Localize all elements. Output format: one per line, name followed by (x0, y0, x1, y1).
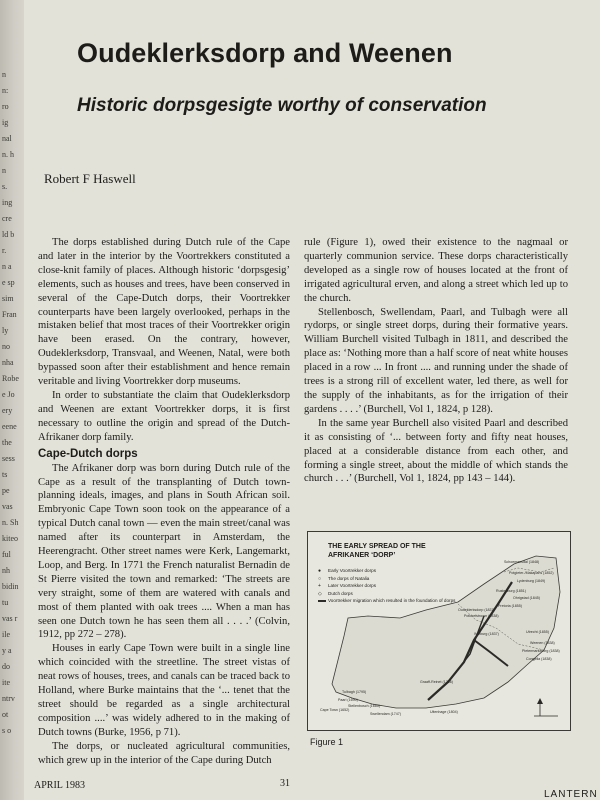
page-number: 31 (280, 778, 290, 789)
adjacent-page-text-fragment: vas r (2, 614, 18, 623)
figure-caption: Figure 1 (310, 737, 344, 747)
section-heading: Cape-Dutch dorps (38, 447, 138, 460)
adjacent-page-text-fragment: cre (2, 214, 12, 223)
adjacent-page-text-fragment: ot (2, 710, 9, 719)
map-place-label: Winburg (1837) (474, 632, 499, 636)
map-place-label: Lydenburg (1849) (517, 579, 546, 583)
paragraph: In order to substantiate the claim that Oudeklerksdorp and Weenen are extant Voortrekker dorps, it is first necessary to outline the origin and spread of the Dutch-Afrikaner dorp family. (38, 389, 290, 443)
adjacent-page-text-fragment: ts (2, 470, 8, 479)
adjacent-page-text-fragment: ing (2, 198, 13, 207)
issue-date: APRIL 1983 (34, 780, 86, 791)
paragraph: The dorps, or nucleated agricultural communities, which grew up in the interior of the Cape during Dutch (38, 740, 290, 766)
adjacent-page-text-fragment: ile (2, 630, 10, 639)
adjacent-page-text-fragment: ery (2, 406, 13, 415)
adjacent-page-text-fragment: e Jo (2, 390, 15, 399)
map-place-label: Swellendam (1747) (370, 712, 401, 716)
adjacent-page-text-fragment: ly (2, 326, 9, 335)
map-place-label: Uitenhage (1804) (430, 710, 458, 714)
adjacent-page-text-fragment: n (2, 70, 6, 79)
paragraph: In the same year Burchell also visited Paarl and described it as consisting of ‘... between forty and fifty neat houses, placed at a considerable distance from each other, and forming a single street, about the middle of which stands the church . . .’ (Burchell, Vol 1, 1824, pp 143 – 144). (304, 417, 568, 485)
legend-label: The dorps of Natalia (328, 575, 370, 581)
right-column (304, 236, 568, 486)
adjacent-page-text-fragment: y a (2, 646, 12, 655)
adjacent-page-text-fragment: e sp (2, 278, 15, 287)
adjacent-page-text-fragment: do (2, 662, 10, 671)
legend-item (318, 576, 458, 582)
article-title: Oudeklerksdorp and Weenen (77, 38, 453, 68)
adjacent-page-text-fragment: ful (2, 550, 11, 559)
map-place-label: Stellenbosch (1685) (348, 704, 380, 708)
paragraph: Stellenbosch, Swellendam, Paarl, and Tulbagh were all rydorps, or single street dorps, during their formative years. William Burchell visited Tulbagh in 1811, and described the place as: ‘Nothing more than a half score of neat white houses placed in a row ... In front .... and running under the shade of trees is a strong rill of excellent water, led there, as well for the supply of the inhabitants, as for the irrigation of their gardens . . . .’ (Burchell, Vol 1, 1824, p 128). (304, 306, 568, 415)
left-column (38, 236, 290, 768)
adjacent-page-text-fragment: s. (2, 182, 8, 191)
legend-line-symbol (318, 600, 326, 602)
adjacent-page-text-fragment: eene (2, 422, 17, 431)
map-place-label: Rustenburg (1851) (496, 589, 526, 593)
adjacent-page-text-fragment: vas (2, 502, 13, 511)
map-place-label: Potchefstroom (1838) (464, 614, 499, 618)
map-place-label: Oudeklerksdorp (1837) (458, 608, 495, 612)
adjacent-page-text-fragment: ite (2, 678, 10, 687)
adjacent-page-text-fragment: kiteo (2, 534, 18, 543)
map-place-label: Potgieter-/Makapans (1852) (509, 571, 554, 575)
adjacent-page-text-fragment: no (2, 342, 10, 351)
adjacent-page-edge (0, 0, 24, 800)
adjacent-page-text-fragment: nal (2, 134, 12, 143)
legend-symbol: ◇ (318, 590, 322, 597)
legend-symbol: ● (318, 568, 322, 574)
article-subtitle: Historic dorpsgesigte worthy of conservation (77, 95, 487, 116)
map-place-label: Tulbagh (1795) (342, 690, 367, 694)
adjacent-page-text-fragment: pe (2, 486, 10, 495)
adjacent-page-text-fragment: the (2, 438, 12, 447)
map-legend (318, 568, 458, 606)
magazine-page (24, 0, 600, 800)
legend-label: Early Voortrekker dorps (328, 568, 376, 573)
adjacent-page-text-fragment: bidin (2, 582, 19, 591)
paragraph: rule (Figure 1), owed their existence to the nagmaal or quarterly communion service. These dorps characteristically developed as a single row of houses located at the front of irrigated agricultural erven, and along a street which led up to the church. (304, 237, 568, 304)
map-place-label: Paarl (1690) (338, 698, 358, 702)
paragraph: Houses in early Cape Town were built in a single line which coincided with the streetline. The street vistas of neat rows of houses, trees, and canals can be traced back to Holland, where Burke maintains that the ‘... tenet that the street should be regarded as a single architectural composition ....’ was widely adhered to in the making of Dutch towns (Burke, 1956, p 71). (38, 643, 290, 738)
adjacent-page-text-fragment: n. Sh (2, 518, 19, 527)
legend-label: Voortrekker migration which resulted in the foundation of dorps (328, 598, 456, 603)
map-place-label: Pretoria (1855) (498, 604, 522, 608)
author-byline: Robert F Haswell (44, 171, 136, 186)
map-place-label: Schoemansdal (1848) (504, 560, 540, 564)
figure-title: THE EARLY SPREAD OF THE AFRIKANER ‘DORP’ (328, 543, 426, 559)
adjacent-page-text-fragment: ig (2, 118, 9, 127)
legend-label: Later Voortrekker dorps (328, 583, 377, 588)
map-place-label: Graaff-Reinet (1786) (420, 680, 453, 684)
map-place-label: Pietermaritzburg (1838) (522, 649, 560, 653)
map-place-label: Congella (1838) (526, 657, 552, 661)
adjacent-page-text-fragment: nh (2, 566, 10, 575)
legend-item (318, 583, 458, 589)
adjacent-page-text-fragment: ld b (2, 230, 15, 239)
adjacent-page-text-fragment: n a (2, 262, 12, 271)
adjacent-page-text-fragment: sim (2, 294, 14, 303)
legend-symbol: + (318, 583, 321, 589)
adjacent-page-text-fragment: ro (2, 102, 9, 111)
legend-item (318, 591, 458, 597)
adjacent-page-text-fragment: n (2, 166, 6, 175)
adjacent-page-text-fragment: n: (2, 86, 9, 95)
map-place-label: Utrecht (1855) (526, 630, 549, 634)
adjacent-page-text-fragment: Fran (2, 310, 17, 319)
legend-item (318, 598, 458, 604)
legend-label: Dutch dorps (328, 590, 353, 596)
paragraph: The Afrikaner dorp was born during Dutch rule of the Cape as a result of the transplanting of Dutch town-planning ideals, images, and plans in South African soil. Embryonic Cape Town soon took on the appearance of a typical Dutch canal town — even the main street/canal was named after its counterpart in Amsterdam, the Heerengracht. Other street names were Kerk, Langemarkt, Loop, and Berg. In 1771 the French naturalist Bernadin de St Pierre visited the town and remarked: ‘The streets are very straight, some of them are watered with canals and most of them planted with oak trees .... When a man has seen one Dutch town he has seen them all . . . .’ (Colvin, 1912, pp 272 – 278). (38, 462, 290, 641)
map-place-label: Weenen (1838) (530, 641, 555, 645)
adjacent-page-text-fragment: tu (2, 598, 9, 607)
figure-map (307, 531, 571, 731)
adjacent-page-text-fragment: s o (2, 726, 12, 735)
adjacent-page-text-fragment: Robe (2, 374, 19, 383)
adjacent-page-text-fragment: r. (2, 246, 7, 255)
magazine-name: LANTERN (544, 789, 598, 800)
adjacent-page-text-fragment: n. h (2, 150, 14, 159)
adjacent-page-text-fragment: sess (2, 454, 15, 463)
paragraph: The dorps established during Dutch rule of the Cape and later in the interior by the Voortrekkers constituted a close-knit family of places. Although historic ‘dorpsgesig’ elements, such as houses and trees, have been conserved in several of the Cape-Dutch dorps, their Voortrekker counterparts have been largely overlooked, perhaps in the mistaken belief that most traces of their Voortrekker origin have been erased. On the contrary, however, Oudeklerksdorp, Transvaal, and Weenen, Natal, were both bypassed soon after their establishment and hence remain veritable and living Voortrekker dorp museums. (38, 237, 290, 388)
legend-symbol: ○ (318, 575, 322, 582)
adjacent-page-text-fragment: ntrv (2, 694, 15, 703)
map-place-label: Ohrigstad (1845) (513, 596, 540, 600)
legend-item (318, 568, 458, 574)
map-place-label: Cape Town (1652) (320, 708, 350, 712)
adjacent-page-text-fragment: nha (2, 358, 14, 367)
